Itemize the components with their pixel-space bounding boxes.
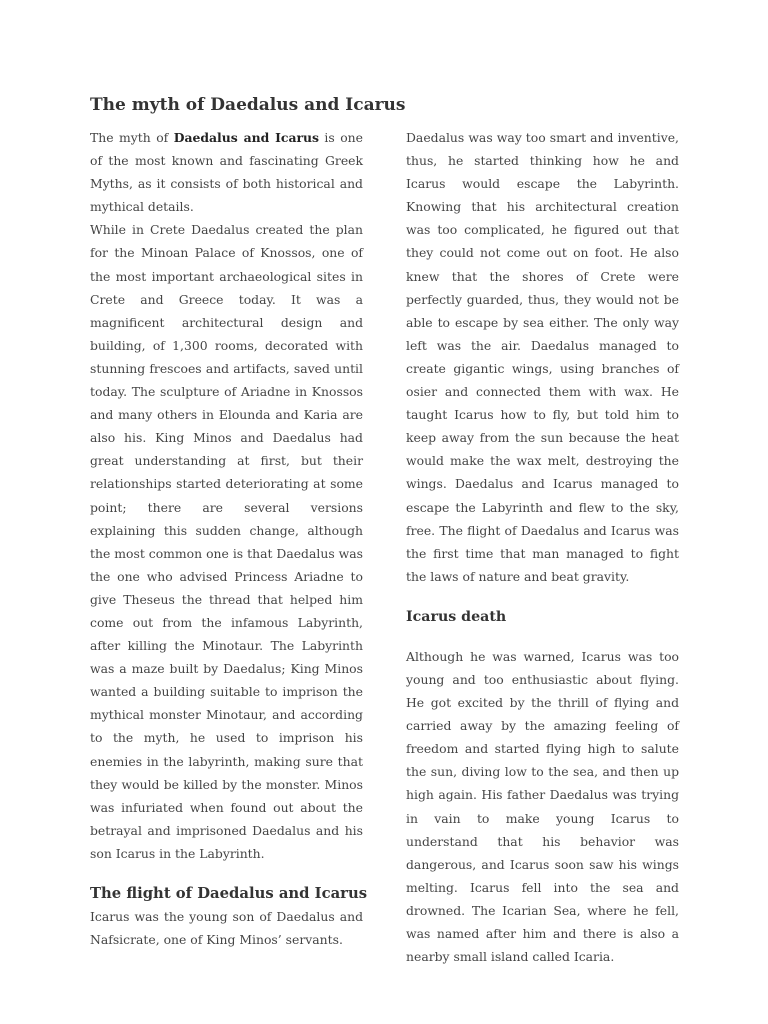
flight-paragraph-continued: Daedalus was way too smart and inventive, thus, he started thinking how he and Icarus would escape the Labyrinth. Knowing that his architectural creation was too complicated, he figured out that they could not come out on foot. He also knew that the shores of Crete were perfectly guarded, thus, they would not be able to escape by sea either. The only way left was the air. Daedalus managed to create gigantic wings, using branches of osier and connected them with wax. He taught Icarus how to fly, but told him to keep away from the sun because the heat would make the wax melt, destroying the wings. Daedalus and Icarus managed to escape the Labyrinth and flew to the sky, free. The flight of Daedalus and Icarus was the first time that man managed to fight the laws of nature and beat gravity.: [406, 130, 679, 584]
flight-paragraph-start: Icarus was the young son of Daedalus and Nafsicrate, one of King Minos’ servants.: [90, 909, 363, 948]
death-heading: Icarus death: [406, 608, 507, 625]
intro-bold-name: Daedalus and Icarus: [173, 130, 319, 145]
intro-suffix: is one of the most known and fascinating Greek Myths, as it consists of both historical and mythical details.: [90, 130, 363, 215]
death-paragraph: Although he was warned, Icarus was too young and too enthusiastic about flying. He got excited by the thrill of flying and carried away by the amazing feeling of freedom and started flying high to salute the sun, diving low to the sea, and then up high again. His father Daedalus was trying in vain to make young Icarus to understand that his behavior was dangerous, and Icarus soon saw his wings melting. Icarus fell into the sea and drowned. The Icarian Sea, where he fell, was named after him and there is also a nearby small island called Icaria.: [406, 648, 679, 965]
flight-heading: The flight of Daedalus and Icarus: [90, 885, 368, 902]
left-column: [90, 126, 368, 951]
page-title: The myth of Daedalus and Icarus: [90, 95, 406, 115]
right-column: [406, 126, 679, 968]
intro-paragraph: [90, 126, 363, 218]
intro-prefix: The myth of: [90, 130, 174, 145]
crete-paragraph: While in Crete Daedalus created the plan for the Minoan Palace of Knossos, one of the most important archaeological sites in Crete and Greece today. It was a magnificent architectural design and building, of 1,300 rooms, decorated with stunning frescoes and artifacts, saved until today. The sculpture of Ariadne in Knossos and many others in Elounda and Karia are also his. King Minos and Daedalus had great understanding at first, but their relationships started deteriorating at some point; there are several versions explaining this sudden change, although the most common one is that Daedalus was the one who advised Princess Ariadne to give Theseus the thread that helped him come out from the infamous Labyrinth, after killing the Minotaur. The Labyrinth was a maze built by Daedalus; King Minos wanted a building suitable to imprison the mythical monster Minotaur, and according to the myth, he used to imprison his enemies in the labyrinth, making sure that they would be killed by the monster. Minos was infuriated when found out about the betrayal and imprisoned Daedalus and his son Icarus in the Labyrinth.: [90, 222, 363, 861]
